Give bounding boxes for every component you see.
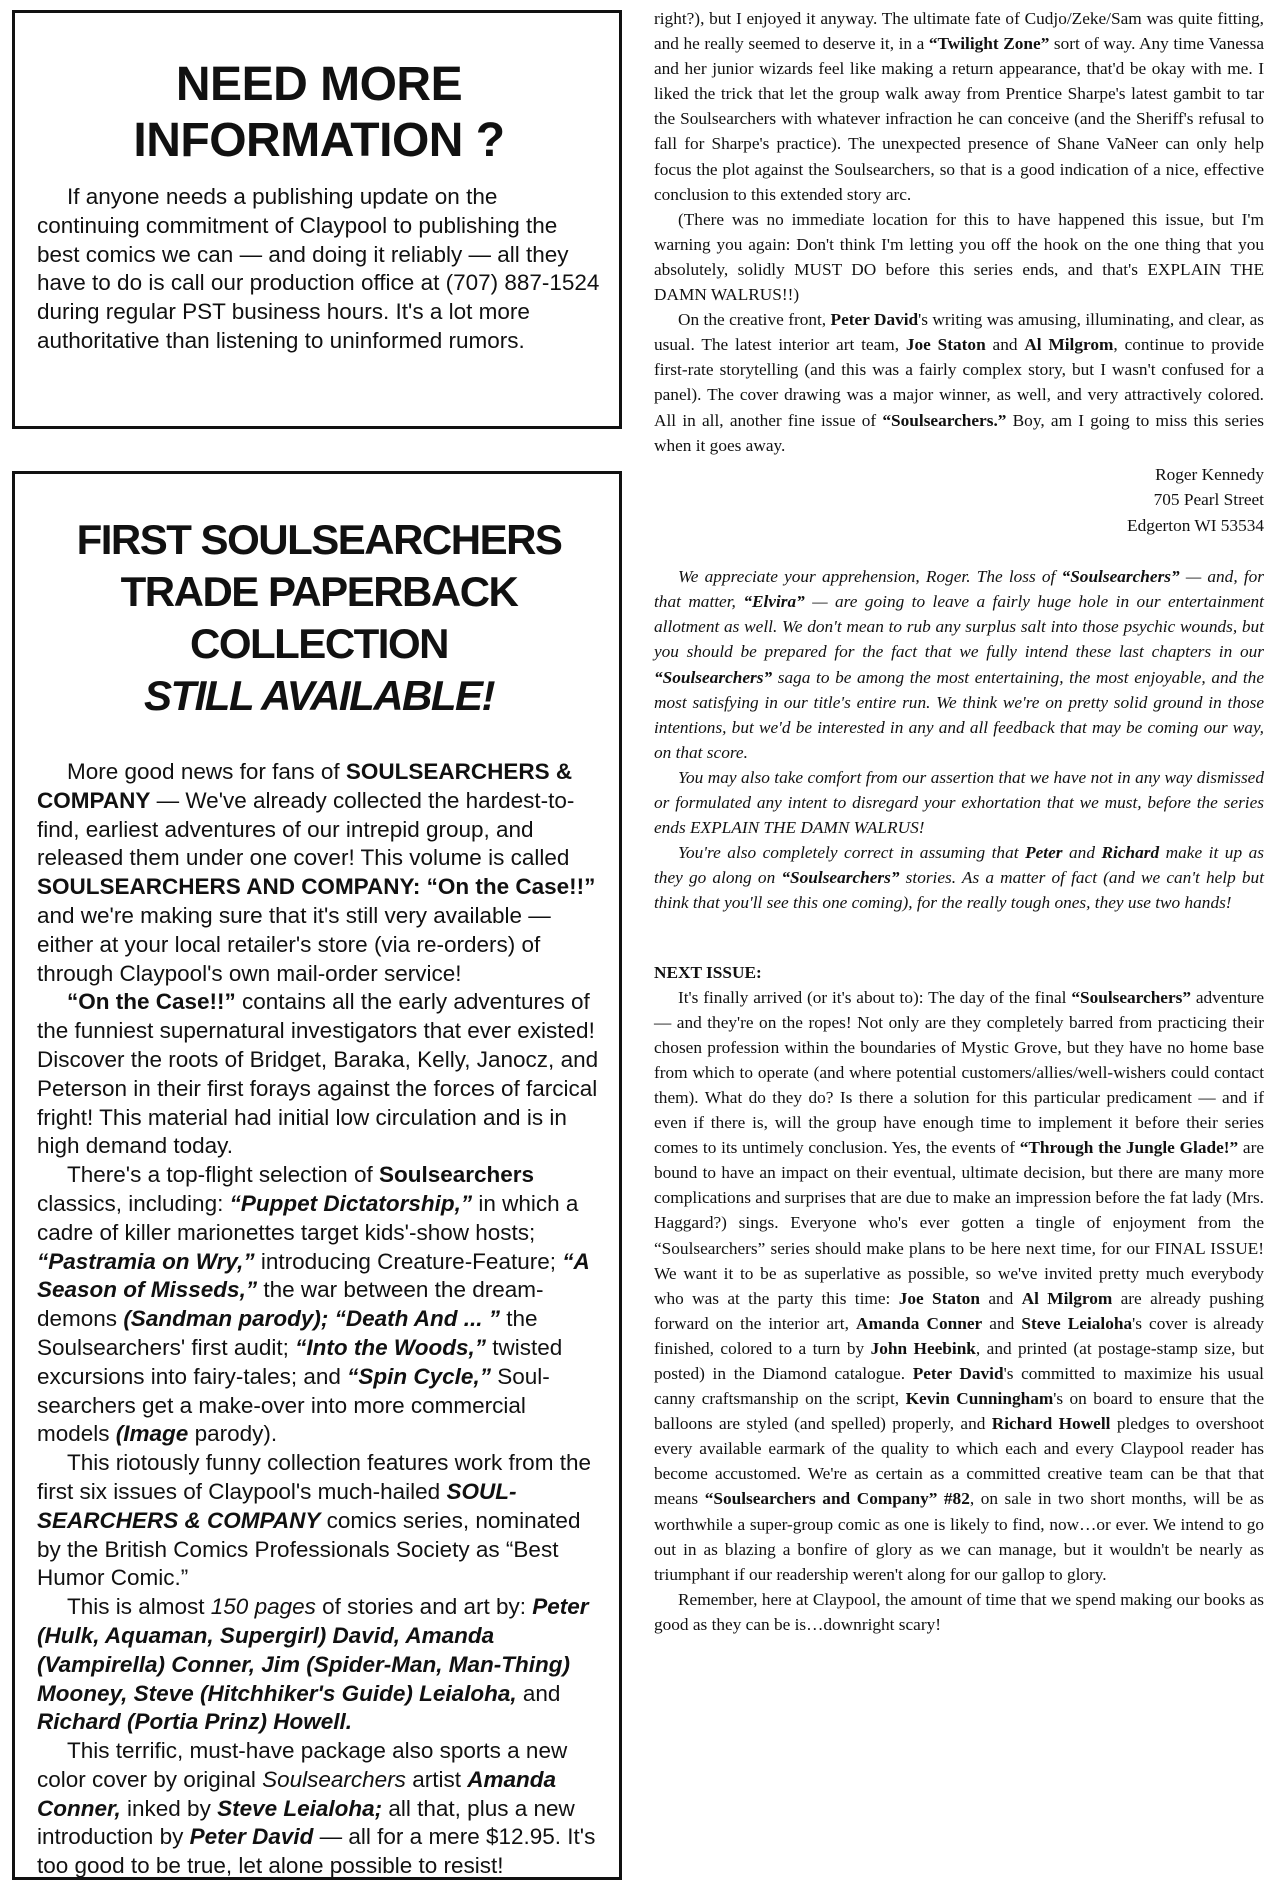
bold-name: Amanda Conner: [856, 1313, 983, 1333]
next-issue-section: [654, 960, 1264, 1638]
bold-name: Joe Staton: [905, 335, 986, 355]
story-title: (Sandman parody); “Death And ... ”: [123, 1306, 501, 1332]
text-span: the war between the dream-demons: [37, 1277, 544, 1332]
text-span: There's a top-flight selection of: [67, 1162, 379, 1188]
story-title: “Pastramia on Wry,”: [37, 1248, 255, 1274]
text-span: introducing Creature-Feature;: [254, 1248, 563, 1274]
text-span: artist: [405, 1766, 468, 1792]
promo-paragraph-5: [37, 1593, 601, 1737]
text-span: sort of way. Any time Vanessa and her junior wizards feel like making a return appearance, that'd be okay with me. I liked the trick that let the group walk away from Prentice Sharpe's latest gambit to tar the Soulsearchers with whatever infraction he can conceive (and the Sheriff's refusal to fall for Sharpe's practice). The unexpected presence of Shane VaNeer can only help focus the plot against the Soulsearchers, so that is a good indication of a nice, effective conclusion to this extended story arc.: [654, 34, 1264, 204]
bold-title: “Soulsearchers”: [1061, 567, 1180, 587]
promo-box: [12, 471, 622, 1880]
story-title: “Spin Cycle,”: [347, 1363, 491, 1389]
info-title-line1: NEED MORE: [175, 58, 463, 111]
creator-name: Amanda Conner,: [37, 1766, 556, 1821]
promo-box-body: [37, 758, 601, 1881]
bold-name: Kevin Cunningham: [905, 1389, 1054, 1409]
text-span: — and, for that matter,: [654, 567, 1264, 612]
bold-title: “Through the Jungle Glade!”: [1019, 1138, 1239, 1158]
text-span: saga to be among the most entertaining, the most enjoyable, and the most satisfying in our title's entire run. We think we're on pretty solid ground in those intentions, but we'd be interested in any and all feedback that may be coming our way, on that score.: [654, 667, 1264, 762]
text-span: 's committed to maximize his usual canny craftsmanship on the script,: [654, 1364, 1264, 1409]
right-column: [654, 6, 1264, 1637]
letter-paragraph-1: [654, 6, 1264, 207]
promo-paragraph-2: [37, 988, 601, 1161]
letter-paragraph-3: [654, 307, 1264, 458]
next-issue-paragraph-2: Remember, here at Claypool, the amount of time that we spend making our books as good as they can be is…downright scary!: [654, 1589, 1264, 1634]
bold-title: “Soulsearchers.”: [882, 410, 1007, 430]
story-title: (Image: [115, 1421, 189, 1447]
next-issue-paragraph-1: [654, 985, 1264, 1587]
bold-title: “Twilight Zone”: [928, 34, 1050, 54]
signature-street: 705 Pearl Street: [1153, 490, 1264, 510]
text-span: comics series, nominated by the British Comics Professionals Society as “Best Humor Comic.”: [37, 1507, 581, 1591]
promo-paragraph-4: [37, 1449, 601, 1593]
text-span: It's finally arrived (or it's about to): The day of the final: [678, 987, 1072, 1007]
info-box-title: [37, 57, 601, 169]
text-span: 's writing was amusing, illuminating, and clear, as usual. The latest interior art team,: [654, 310, 1264, 355]
bold-name: Peter David: [912, 1364, 1004, 1383]
bold-title: “Soulsearchers”: [654, 667, 773, 687]
reader-letter: [654, 6, 1264, 538]
text-span: Soul-searchers get a make-over into more commercial models: [37, 1363, 550, 1447]
text-span: stories. As a matter of fact (and we can't help but think that you'll see this one coming), for the really tough ones, they use two hands!: [654, 868, 1264, 913]
text-span: 's on board to ensure that the balloons are styled (and spelled) properly, and: [654, 1389, 1264, 1434]
text-span: and: [1062, 843, 1102, 863]
text-span: — all for a mere $12.95. It's too good to be true, let alone possible to resist!: [37, 1824, 596, 1879]
story-title: “Puppet Dictatorship,”: [229, 1190, 473, 1216]
text-span: adventure — and they're on the ropes! Not only are they completely barred from practicing their chosen profession within the boundaries of Mystic Grove, but they have no home base from which to operate (and where potential customers/allies/well-wishers could contact them). What do they do? Is there a solution for this particular predicament — and if even if there is, will the group have enough time to implement it before their series comes to its untimely conclusion. Yes, the events of: [654, 987, 1264, 1158]
text-span: This is almost: [67, 1594, 211, 1620]
signature-city: Edgerton WI 53534: [1127, 515, 1264, 535]
text-span: More good news for fans of: [67, 759, 346, 784]
creator-name: Peter David: [189, 1824, 314, 1850]
promo-box-title: [37, 514, 601, 722]
text-span: inked by: [120, 1795, 218, 1821]
bold-title: Soulsearchers: [378, 1162, 535, 1188]
text-span: 's cover is already finished, colored to a turn by: [654, 1313, 1264, 1358]
creator-name: Steve Leialoha;: [217, 1795, 383, 1821]
bold-name: Peter David: [830, 310, 919, 330]
text-span: Boy, am I going to miss this series when it goes away.: [654, 410, 1264, 455]
text-span: classics, including:: [37, 1190, 230, 1216]
bold-name: Al Milgrom: [1024, 335, 1114, 355]
bold-title: “On the Case!!”: [67, 989, 236, 1015]
text-span: right?), but I enjoyed it anyway. The ultimate fate of Cudjo/Zeke/Sam was quite fitting, and he really seemed to deserve it, in a: [654, 9, 1264, 54]
text-span: of stories and art by:: [315, 1594, 533, 1620]
text-span: You're also completely correct in assuming that: [678, 843, 1026, 863]
info-box-paragraph: If anyone needs a publishing update on the continuing commitment of Claypool to publishing the best comics we can — and doing it reliably — all they have to do is call our production office at (707) 887-1524 during regular PST business hours. It's a lot more authoritative than listening to uninformed rumors.: [37, 184, 600, 353]
info-box: [12, 10, 622, 429]
reply-paragraph-2: You may also take comfort from our assertion that we have not in any way dismissed or formulated any intent to disregard your exhortation that we must, before the series ends EXPLAIN THE DAMN WALRUS!: [654, 767, 1264, 838]
promo-paragraph-6: [37, 1737, 601, 1881]
text-span: This terrific, must-have package also sports a new color cover by original: [37, 1738, 568, 1792]
bold-title: SOULSEARCHERS & COMPANY: [37, 759, 573, 813]
bold-name: Al Milgrom: [1021, 1288, 1113, 1308]
bold-title: SOULSEARCHERS AND COMPANY: “On the Case!!”: [37, 874, 596, 900]
story-title: “Into the Woods,”: [295, 1334, 486, 1360]
bold-title: “Soulsearchers and Company” #82: [704, 1489, 970, 1509]
italic-text: 150 pages: [210, 1594, 316, 1620]
text-span: We appreciate your apprehension, Roger. The loss of: [678, 567, 1062, 587]
bold-name: Richard: [1101, 843, 1160, 863]
text-span: parody).: [188, 1421, 278, 1447]
text-span: On the creative front,: [678, 310, 831, 330]
letter-signature: [654, 462, 1264, 539]
info-box-body: [37, 183, 601, 356]
text-span: and we're making sure that it's still very available — either at your local retailer's store (via re-orders) of through Claypool's own mail-order service!: [37, 902, 551, 986]
creator-credits: Richard (Portia Prinz) Howell.: [37, 1709, 353, 1735]
text-span: the Soulsearchers' first audit;: [37, 1306, 538, 1360]
bold-name: John Heebink: [870, 1338, 976, 1358]
text-span: are bound to have an impact on their eventual, ultimate decision, but there are many more complications and surprises that are due to make an impression before the fat lady (Mrs. Haggard?) sings. Everyone who's ever gotten a tingle of enjoyment from the “Soulsearchers” series should make plans to be here next time, for our FINAL ISSUE! We want it to be as superlative as possible, so we've invited pretty much everybody who was at the party this time:: [654, 1138, 1264, 1308]
text-span: contains all the early adventures of the funniest supernatural investigators that ever existed! Discover the roots of Bridget, Baraka, Kelly, Janocz, and Peterson in their first forays against the forces of farcical fright! This material had initial low circulation and is in high demand today.: [37, 989, 599, 1159]
text-span: and: [516, 1680, 561, 1706]
promo-title-line2: TRADE PAPERBACK COLLECTION: [120, 568, 518, 667]
reply-paragraph-1: [654, 564, 1264, 765]
left-column: [12, 10, 622, 1880]
text-span: are already pushing forward on the interior art,: [654, 1288, 1264, 1333]
text-span: — are going to leave a fairly huge hole in our entertainment allotment as well. We don't mean to rub any surplus salt into those psychic wounds, but you should be prepared for the fact that we fully intend these last chapters in our: [654, 592, 1264, 662]
text-span: and: [980, 1288, 1022, 1308]
letter-paragraph-2: (There was no immediate location for this to have happened this issue, but I'm warning you again: Don't think I'm letting you off the hook on the one thing that you absolutely, solidly MUST DO before this series ends, and that's EXPLAIN THE DAMN WALRUS!!): [654, 209, 1264, 305]
text-span: and: [982, 1313, 1022, 1333]
text-span: , on sale in two short months, will be as worthwhile a super-group comic as one is likely to find, now…or ever. We intend to go out in as blazing a bonfire of glory as we can manage, but it wouldn't be nearly as triumphant if our readership weren't along for our gallop to glory.: [654, 1489, 1264, 1584]
info-title-line2: INFORMATION ?: [133, 114, 505, 167]
creator-credits: Peter (Hulk, Aquaman, Supergirl) David, Amanda (Vampirella) Conner, Jim (Spider-Man, Man-Thing) Mooney, Steve (Hitchhiker's Guide) Leialoha,: [37, 1594, 589, 1706]
series-title: SOUL-SEARCHERS & COMPANY: [37, 1478, 517, 1533]
text-span: and: [985, 335, 1025, 355]
next-issue-heading: NEXT ISSUE:: [654, 962, 762, 982]
promo-paragraph-1: [37, 758, 601, 988]
bold-name: Joe Staton: [898, 1288, 981, 1308]
text-span: , and printed (at postage-stamp size, but posted) in the Diamond catalogue.: [654, 1338, 1264, 1383]
text-span: pledges to overshoot every available earmark of the quality to which each and every Claypool reader has become accustomed. We're as certain as a committed creative team can be that that means: [654, 1414, 1265, 1509]
reply-paragraph-3: [654, 840, 1264, 915]
text-span: in which a cadre of killer marionettes target kids'-show hosts;: [37, 1190, 579, 1245]
bold-name: Richard Howell: [991, 1414, 1111, 1434]
text-span: twisted excursions into fairy-tales; and: [37, 1334, 563, 1389]
text-span: This riotously funny collection features work from the first six issues of Claypool's much-hailed: [37, 1450, 591, 1504]
editor-reply: [654, 564, 1264, 915]
bold-name: Peter: [1025, 843, 1063, 863]
promo-title-line1: FIRST SOULSEARCHERS: [76, 516, 562, 563]
promo-paragraph-3: [37, 1161, 601, 1449]
text-span: make it up as they go along on: [654, 843, 1264, 888]
text-span: all that, plus a new introduction by: [37, 1795, 575, 1850]
bold-name: Steve Leialoha: [1021, 1313, 1133, 1333]
signature-name: Roger Kennedy: [1155, 464, 1264, 484]
text-span: — We've already collected the hardest-to-find, earliest adventures of our intrepid group, and released them under one cover! This volume is called: [37, 787, 575, 871]
bold-title: “Soulsearchers”: [1071, 987, 1192, 1007]
bold-title: “Soulsearchers”: [781, 868, 900, 888]
story-title: “A Season of Misseds,”: [37, 1248, 589, 1303]
italic-text: Soulsearchers: [262, 1766, 406, 1792]
promo-title-line3: STILL AVAILABLE!: [143, 672, 495, 719]
text-span: , continue to provide first-rate storytelling (and this was a fairly complex story, but I wasn't confused for a panel). The cover drawing was a major winner, as well, and very attractively colored. All in all, another fine issue of: [654, 335, 1264, 430]
bold-title: “Elvira”: [743, 592, 805, 612]
